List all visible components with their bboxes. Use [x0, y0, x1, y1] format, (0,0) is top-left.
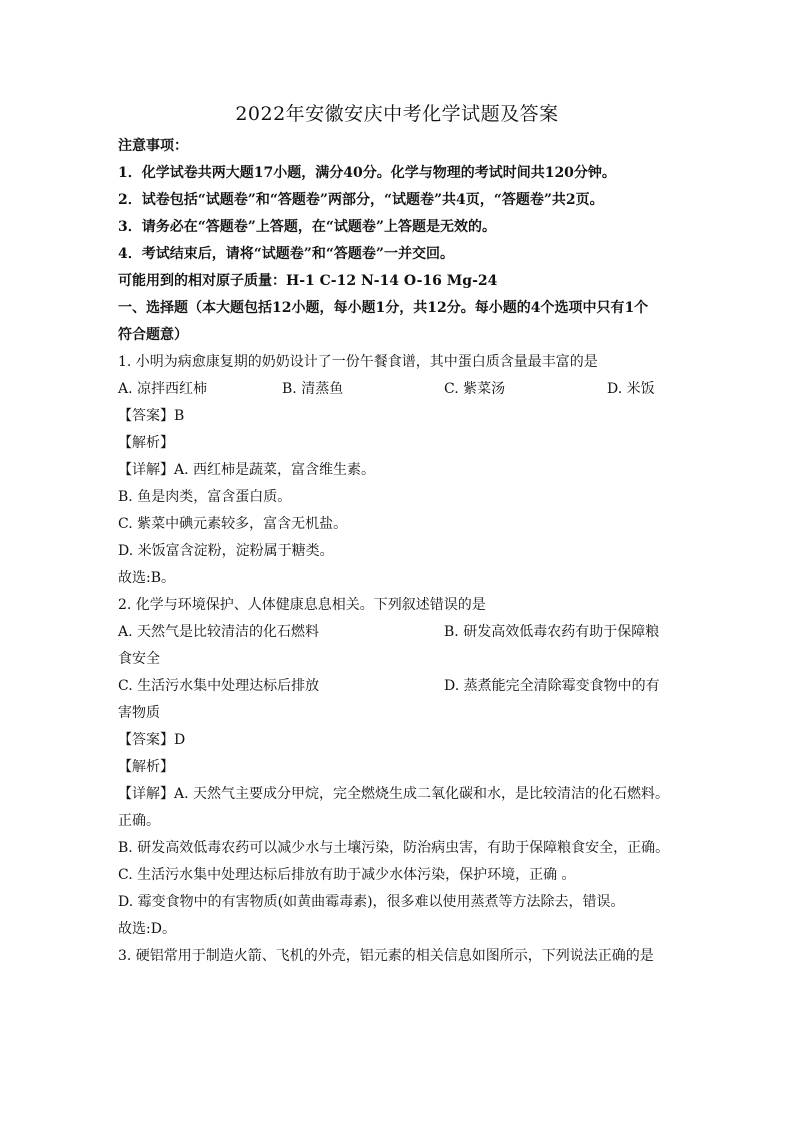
- section1-heading-cont: 符合题意）: [118, 327, 188, 343]
- atomic-mass-line: 可能用到的相对原子质量：H-1 C-12 N-14 O-16 Mg-24: [118, 273, 498, 289]
- notes-heading: 注意事项：: [118, 138, 188, 154]
- q1-option-b: B. 清蒸鱼: [282, 381, 344, 397]
- section1-heading: 一、选择题（本大题包括12小题，每小题1分，共12分。每小题的4个选项中只有1个: [118, 300, 649, 316]
- page-title: 2022年安徽安庆中考化学试题及答案: [235, 103, 559, 125]
- q1-detail-3: C. 紫菜中碘元素较多，富含无机盐。: [118, 516, 348, 532]
- q1-option-a: A. 凉拌西红柿: [118, 381, 208, 397]
- q2-detail-2: B. 研发高效低毒农药可以减少水与土壤污染，防治病虫害，有助于保障粮食安全，正确。: [118, 840, 670, 856]
- q1-option-d: D. 米饭: [607, 381, 655, 397]
- q2-option-b-cont: 食安全: [118, 651, 160, 667]
- q2-detail-1-cont: 正确。: [118, 813, 160, 829]
- note-item-4: 4．考试结束后，请将“试题卷”和“答题卷”一并交回。: [118, 246, 454, 262]
- q2-option-d: D. 蒸煮能完全清除霉变食物中的有: [444, 678, 660, 694]
- note-item-3: 3．请务必在“答题卷”上答题，在“试题卷”上答题是无效的。: [118, 219, 496, 235]
- q3-stem: 3. 硬铝常用于制造火箭、飞机的外壳，铝元素的相关信息如图所示，下列说法正确的是: [118, 948, 654, 964]
- q2-option-c: C. 生活污水集中处理达标后排放: [118, 678, 320, 694]
- q1-conclusion: 故选:B。: [118, 570, 176, 586]
- q2-answer: 【答案】D: [118, 732, 186, 748]
- q2-detail-3: C. 生活污水集中处理达标后排放有助于减少水体污染，保护环境，正确 。: [118, 867, 576, 883]
- q2-analysis: 【解析】: [118, 759, 174, 775]
- q1-detail-1: 【详解】A. 西红柿是蔬菜，富含维生素。: [118, 462, 376, 478]
- q2-detail-1: 【详解】A. 天然气主要成分甲烷，完全燃烧生成二氧化碳和水，是比较清洁的化石燃料。: [118, 786, 670, 802]
- q2-conclusion: 故选:D。: [118, 921, 176, 937]
- q2-option-b: B. 研发高效低毒农药有助于保障粮: [444, 624, 660, 640]
- q1-analysis: 【解析】: [118, 435, 174, 451]
- q2-option-d-cont: 害物质: [118, 705, 160, 721]
- q2-detail-4: D. 霉变食物中的有害物质(如黄曲霉毒素)，很多难以使用蒸煮等方法除去，错误。: [118, 894, 625, 910]
- note-item-2: 2．试卷包括“试题卷”和“答题卷”两部分，“试题卷”共4页，“答题卷”共2页。: [118, 192, 604, 208]
- q1-answer: 【答案】B: [118, 408, 185, 424]
- q1-stem: 1. 小明为病愈康复期的奶奶设计了一份午餐食谱，其中蛋白质含量最丰富的是: [118, 354, 598, 370]
- note-item-1: 1．化学试卷共两大题17小题，满分40分。化学与物理的考试时间共120分钟。: [118, 165, 616, 181]
- q1-detail-2: B. 鱼是肉类，富含蛋白质。: [118, 489, 292, 505]
- q1-option-c: C. 紫菜汤: [444, 381, 506, 397]
- q2-stem: 2. 化学与环境保护、人体健康息息相关。下列叙述错误的是: [118, 597, 486, 613]
- q1-detail-4: D. 米饭富含淀粉，淀粉属于糖类。: [118, 543, 334, 559]
- q2-option-a: A. 天然气是比较清洁的化石燃料: [118, 624, 320, 640]
